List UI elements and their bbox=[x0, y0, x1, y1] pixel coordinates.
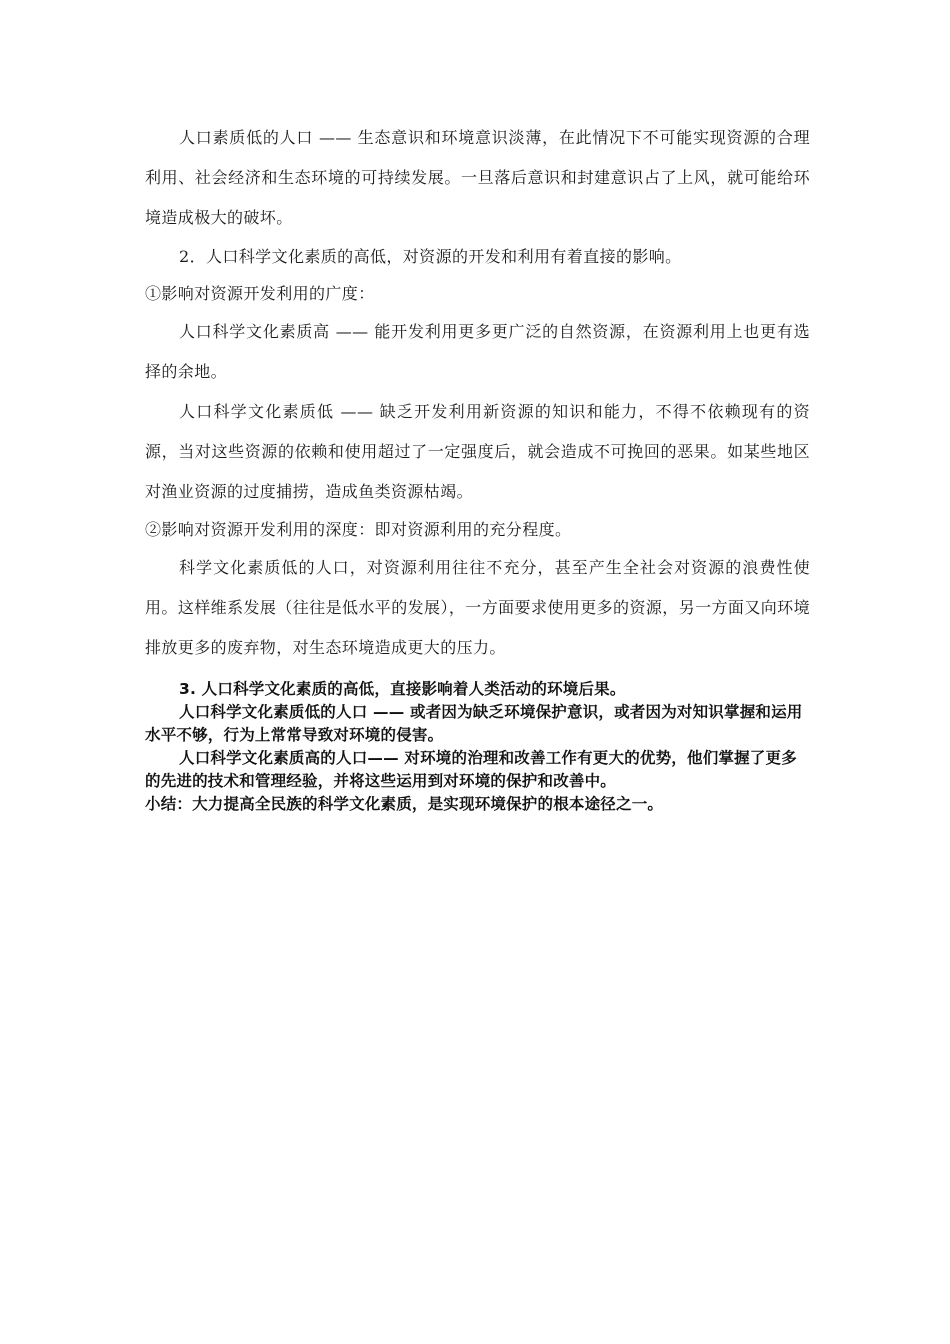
paragraph-low-quality-breadth: 人口科学文化素质低 —— 缺乏开发利用新资源的知识和能力，不得不依赖现有的资源，当对这些资源的依赖和使用超过了一定强度后，就会造成不可挽回的恶果。如某些地区对渔业资源的过度捕捞，造成鱼类资源枯竭。 bbox=[145, 402, 810, 501]
paragraph-high-quality-environment: 人口科学文化素质高的人口—— 对环境的治理和改善工作有更大的优势，他们掌握了更多的先进的技术和管理经验，并将这些运用到对环境的保护和改善中。 bbox=[145, 749, 797, 790]
paragraph-low-quality-population: 人口素质低的人口 —— 生态意识和环境意识淡薄，在此情况下不可能实现资源的合理利用、社会经济和生态环境的可持续发展。一旦落后意识和封建意识占了上风，就可能给环境造成极大的破坏。 bbox=[145, 128, 810, 227]
heading-item-3: 3. 人口科学文化素质的高低，直接影响着人类活动的环境后果。 bbox=[179, 680, 626, 698]
heading-item-2: 2．人口科学文化素质的高低，对资源的开发和利用有着直接的影响。 bbox=[179, 247, 682, 266]
paragraph-low-quality-environment: 人口科学文化素质低的人口 —— 或者因为缺乏环境保护意识，或者因为对知识掌握和运用水平不够，行为上常常导致对环境的侵害。 bbox=[145, 703, 803, 744]
summary-line: 小结：大力提高全民族的科学文化素质，是实现环境保护的根本途径之一。 bbox=[145, 795, 664, 813]
serif-section bbox=[145, 118, 810, 668]
paragraph-depth-detail: 科学文化素质低的人口，对资源利用往往不充分，甚至产生全社会对资源的浪费性使用。这样维系发展（往往是低水平的发展），一方面要求使用更多的资源，另一方面又向环境排放更多的废弃物，对生态环境造成更大的压力。 bbox=[145, 558, 810, 657]
subheading-breadth: ①影响对资源开发利用的广度： bbox=[145, 284, 375, 303]
document-body bbox=[145, 118, 810, 816]
paragraph-high-quality-breadth: 人口科学文化素质高 —— 能开发利用更多更广泛的自然资源，在资源利用上也更有选择的余地。 bbox=[145, 322, 810, 381]
subheading-depth: ②影响对资源开发利用的深度：即对资源利用的充分程度。 bbox=[145, 520, 572, 539]
bold-section bbox=[145, 678, 810, 816]
